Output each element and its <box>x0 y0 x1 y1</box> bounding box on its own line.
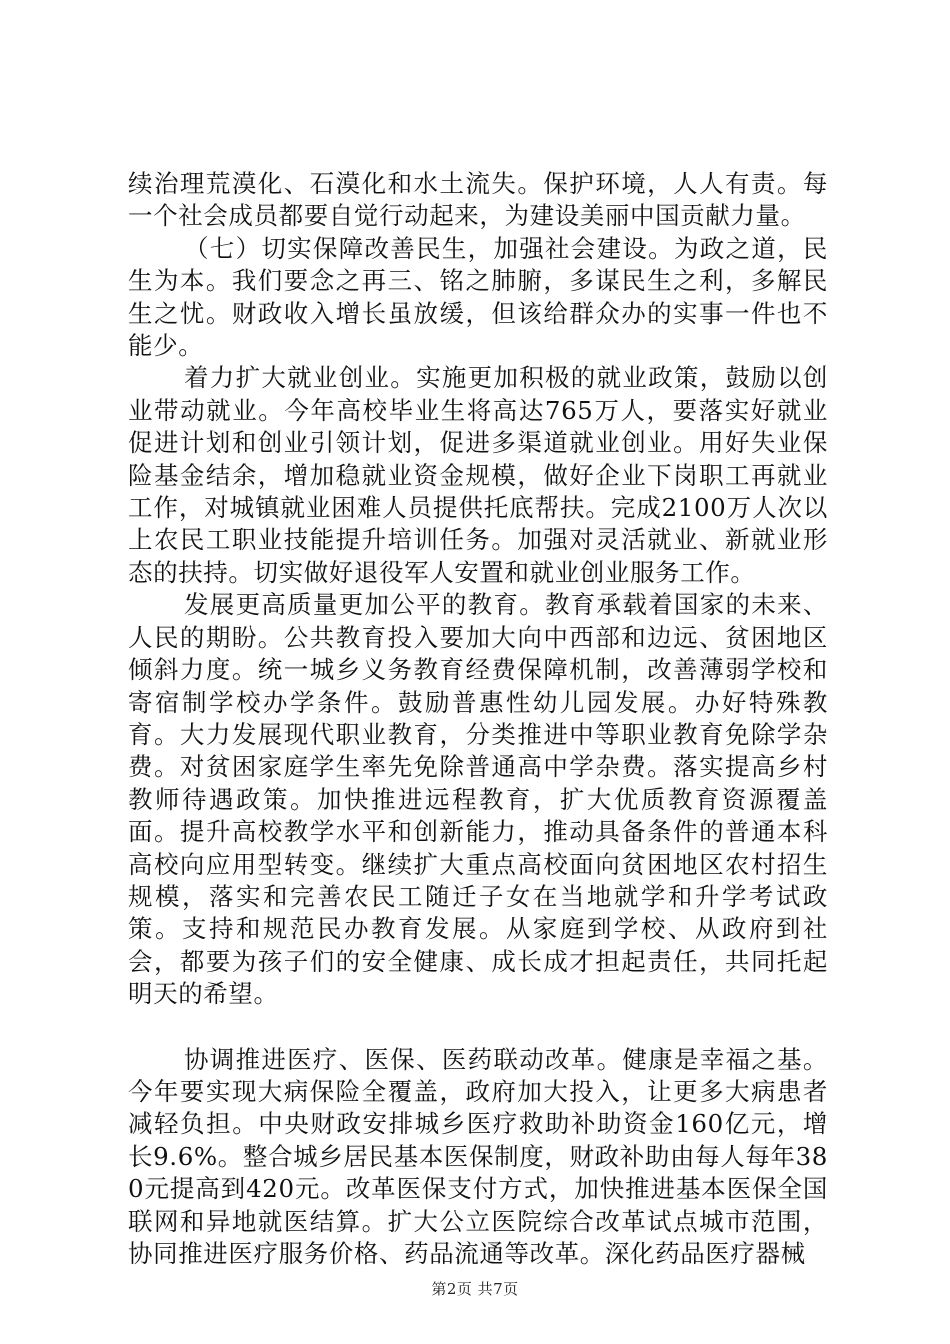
paragraph-section-seven: （七）切实保障改善民生，加强社会建设。为政之道，民生为本。我们要念之再三、铭之肺腑，多谋民生之利，多解民生之忧。财政收入增长虽放缓，但该给群众办的实事一件也不能少。 <box>128 233 828 361</box>
paragraph-healthcare: 协调推进医疗、医保、医药联动改革。健康是幸福之基。今年要实现大病保险全覆盖，政府加大投入，让更多大病患者减轻负担。中央财政安排城乡医疗救助补助资金160亿元，增长9.6%。整合城乡居民基本医保制度，财政补助由每人每年380元提高到420元。改革医保支付方式，加快推进基本医保全国联网和异地就医结算。扩大公立医院综合改革试点城市范围，协同推进医疗服务价格、药品流通等改革。深化药品医疗器械 <box>128 1044 828 1268</box>
paragraph-education: 发展更高质量更加公平的教育。教育承载着国家的未来、人民的期盼。公共教育投入要加大向中西部和边远、贫困地区倾斜力度。统一城乡义务教育经费保障机制，改善薄弱学校和寄宿制学校办学条件。鼓励普惠性幼儿园发展。办好特殊教育。大力发展现代职业教育，分类推进中等职业教育免除学杂费。对贫困家庭学生率先免除普通高中学杂费。落实提高乡村教师待遇政策。加快推进远程教育，扩大优质教育资源覆盖面。提升高校教学水平和创新能力，推动具备条件的普通本科高校向应用型转变。继续扩大重点高校面向贫困地区农村招生规模，落实和完善农民工随迁子女在当地就学和升学考试政策。支持和规范民办教育发展。从家庭到学校、从政府到社会，都要为孩子们的安全健康、成长成才担起责任，共同托起明天的希望。 <box>128 590 828 1009</box>
page-number-footer: 第2页 共7页 <box>431 1280 519 1298</box>
paragraph-employment: 着力扩大就业创业。实施更加积极的就业政策，鼓励以创业带动就业。今年高校毕业生将高达765万人，要落实好就业促进计划和创业引领计划，促进多渠道就业创业。用好失业保险基金结余，增加稳就业资金规模，做好企业下岗职工再就业工作，对城镇就业困难人员提供托底帮扶。完成2100万人次以上农民工职业技能提升培训任务。加强对灵活就业、新就业形态的扶持。切实做好退役军人安置和就业创业服务工作。 <box>128 363 828 587</box>
paragraph-continuation: 续治理荒漠化、石漠化和水土流失。保护环境，人人有责。每一个社会成员都要自觉行动起来，为建设美丽中国贡献力量。 <box>128 169 828 231</box>
document-body <box>128 168 828 1270</box>
